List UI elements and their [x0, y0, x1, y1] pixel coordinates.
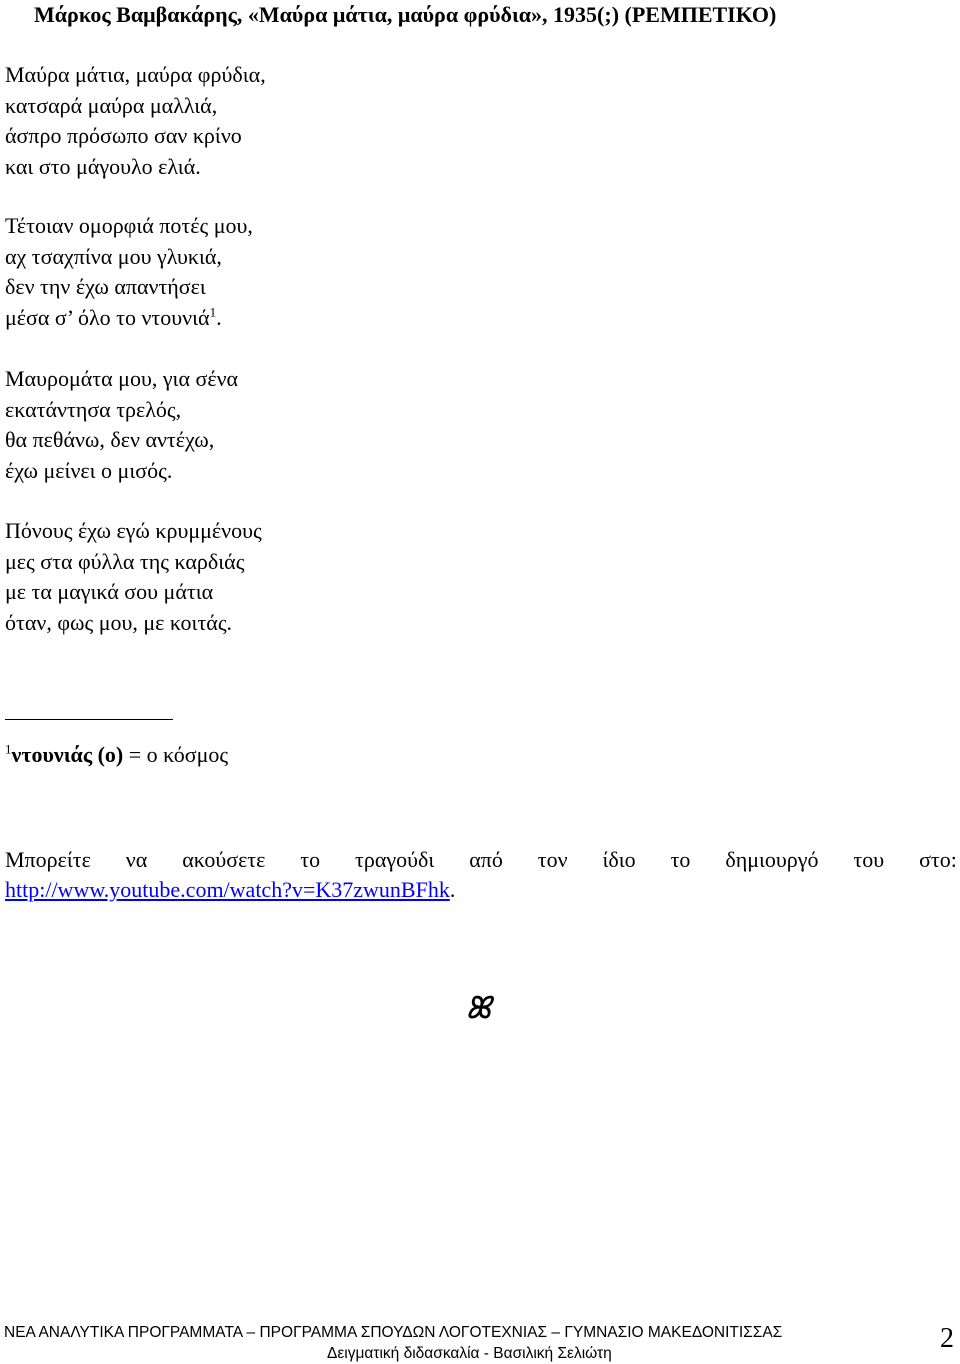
footnote-reference[interactable]: 1 — [209, 304, 217, 320]
verse-line: αχ τσαχπίνα μου γλυκιά, — [5, 243, 222, 269]
stanza-4 — [5, 516, 262, 638]
verse-line: έχω μείνει ο μισός. — [5, 457, 173, 483]
verse-line: και στο μάγουλο ελιά. — [5, 153, 201, 179]
youtube-link[interactable]: http://www.youtube.com/watch?v=K37zwunBFhk — [5, 877, 450, 902]
verse-line: κατσαρά μαύρα μαλλιά, — [5, 92, 218, 118]
listen-word: να — [125, 847, 148, 872]
footnote-definition: = ο κόσμος — [123, 742, 229, 767]
listen-sentence — [5, 845, 957, 875]
stanza-2 — [5, 211, 253, 333]
verse-line: Πόνους έχω εγώ κρυμμένους — [5, 518, 262, 543]
footnote-separator — [5, 719, 173, 720]
listen-word: από — [469, 847, 503, 872]
listen-word: τραγούδι — [355, 847, 435, 872]
footnote — [5, 740, 228, 770]
verse-line: Μαυρομάτα μου, για σένα — [5, 366, 239, 391]
verse-line: δεν την έχω απαντήσει — [5, 274, 206, 299]
page-number: 2 — [940, 1323, 954, 1354]
verse-text: μέσα σ’ όλο το ντουνιά — [5, 304, 210, 330]
listen-word: τον — [537, 847, 568, 872]
footer-author-line: Δειγματική διδασκαλία - Βασιλική Σελιώτη — [327, 1345, 612, 1362]
page-title: Μάρκος Βαμβακάρης, «Μαύρα μάτια, μαύρα φρύδια», 1935(;) (ΡΕΜΠΕΤΙΚΟ) — [34, 2, 777, 27]
listen-word: ακούσετε — [182, 847, 266, 872]
listen-word: ίδιο — [602, 847, 636, 872]
verse-line: θα πεθάνω, δεν αντέχω, — [5, 427, 215, 452]
verse-line: μες στα φύλλα της καρδιάς — [5, 548, 245, 574]
verse-line: Τέτοιαν ομορφιά ποτές μου, — [5, 213, 253, 238]
listen-word: το — [300, 847, 321, 872]
verse-line: εκατάντησα τρελός, — [5, 396, 182, 422]
stanza-1 — [5, 60, 266, 182]
listen-url-line — [5, 875, 957, 905]
listen-word: δημιουργό — [725, 847, 819, 872]
footnote-number: 1 — [5, 741, 12, 757]
listen-word: στο: — [919, 847, 957, 872]
verse-line: Μαύρα μάτια, μαύρα φρύδια, — [5, 62, 266, 87]
verse-line: όταν, φως μου, με κοιτάς. — [5, 609, 233, 635]
listen-word: το — [670, 847, 691, 872]
listen-paragraph — [5, 845, 957, 905]
verse-line — [5, 303, 253, 334]
listen-word: Μπορείτε — [5, 847, 91, 872]
verse-punctuation: . — [216, 304, 222, 330]
ornament-flourish-icon: ꕤ — [466, 991, 491, 1026]
verse-line: με τα μαγικά σου μάτια — [5, 579, 214, 604]
verse-line: άσπρο πρόσωπο σαν κρίνο — [5, 123, 242, 148]
footnote-term: ντουνιάς (ο) — [11, 742, 124, 767]
listen-end: . — [449, 877, 456, 902]
footer-program-line: ΝΕΑ ΑΝΑΛΥΤΙΚΑ ΠΡΟΓΡΑΜΜΑΤΑ – ΠΡΟΓΡΑΜΜΑ ΣΠΟΥΔΩΝ ΛΟΓΟΤΕΧΝΙΑΣ – ΓΥΜΝΑΣΙΟ ΜΑΚΕΔΟΝΙΤΙΣΣΑΣ — [4, 1324, 783, 1341]
stanza-3 — [5, 364, 238, 486]
listen-word: του — [853, 847, 885, 872]
